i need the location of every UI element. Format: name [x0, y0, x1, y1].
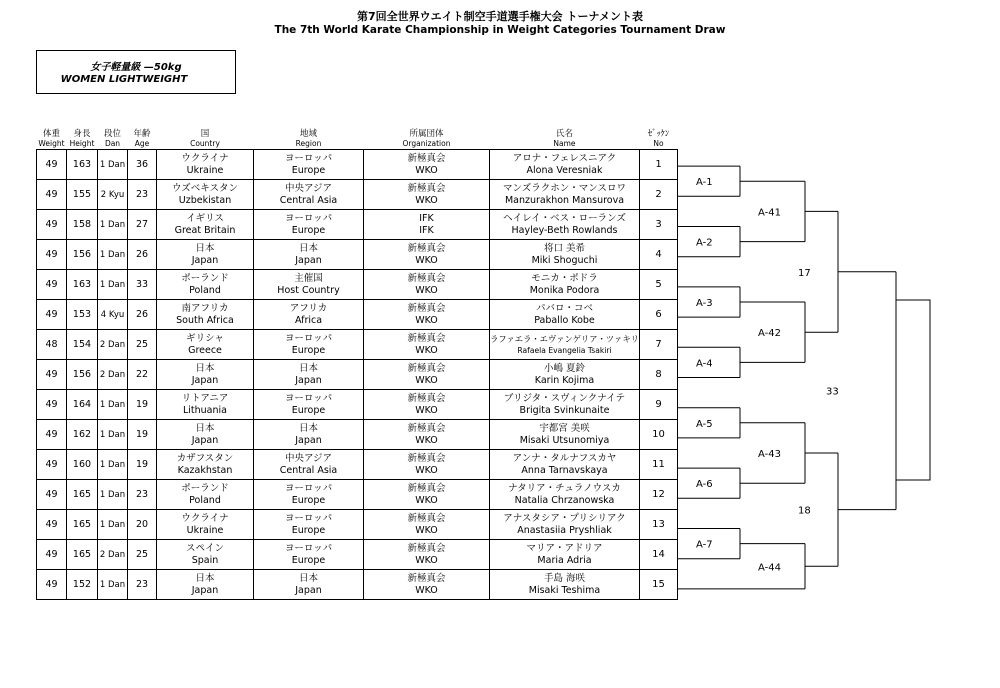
cell-weight: 49 — [37, 150, 67, 180]
cell-region: 中央アジア Central Asia — [254, 180, 364, 210]
cell-height: 155 — [67, 180, 98, 210]
cell-weight: 49 — [37, 180, 67, 210]
cell-age: 19 — [128, 420, 157, 450]
bracket-label-r3: 17 — [798, 267, 811, 279]
cell-region: ヨーロッパ Europe — [254, 150, 364, 180]
cell-age: 23 — [128, 570, 157, 600]
cell-no: 5 — [640, 270, 678, 300]
cell-name: 手島 海咲 Misaki Teshima — [490, 570, 640, 600]
cell-no: 14 — [640, 540, 678, 570]
cell-organization: 新極真会 WKO — [364, 390, 490, 420]
bracket-label-r1: A-2 — [696, 237, 713, 249]
cell-dan: 1 Dan — [98, 450, 128, 480]
cell-no: 13 — [640, 510, 678, 540]
bracket-label-r1: A-3 — [696, 298, 713, 309]
cell-organization: 新極真会 WKO — [364, 300, 490, 330]
cell-organization: 新極真会 WKO — [364, 360, 490, 390]
cell-no: 7 — [640, 330, 678, 360]
cell-organization: 新極真会 WKO — [364, 480, 490, 510]
cell-weight: 49 — [37, 240, 67, 270]
winner-box — [896, 300, 930, 480]
cell-age: 36 — [128, 150, 157, 180]
cell-height: 165 — [67, 480, 98, 510]
cell-age: 33 — [128, 270, 157, 300]
cell-country: ギリシャ Greece — [157, 330, 254, 360]
cell-region: 主催国 Host Country — [254, 270, 364, 300]
cell-name: ヘイレイ・ベス・ローランズ Hayley-Beth Rowlands — [490, 210, 640, 240]
cell-height: 163 — [67, 150, 98, 180]
cell-no: 2 — [640, 180, 678, 210]
cell-height: 163 — [67, 270, 98, 300]
cell-age: 25 — [128, 330, 157, 360]
cell-country: 南アフリカ South Africa — [157, 300, 254, 330]
cell-age: 19 — [128, 390, 157, 420]
cell-organization: 新極真会 WKO — [364, 540, 490, 570]
cell-height: 165 — [67, 510, 98, 540]
cell-country: ウクライナ Ukraine — [157, 510, 254, 540]
cell-organization: 新極真会 WKO — [364, 510, 490, 540]
cell-age: 26 — [128, 300, 157, 330]
cell-weight: 49 — [37, 510, 67, 540]
bracket-label-r1: A-7 — [696, 539, 713, 551]
cell-age: 27 — [128, 210, 157, 240]
cell-region: ヨーロッパ Europe — [254, 390, 364, 420]
cell-region: 日本 Japan — [254, 420, 364, 450]
cell-name: 宇都宮 美咲 Misaki Utsunomiya — [490, 420, 640, 450]
cell-height: 156 — [67, 240, 98, 270]
bracket-label-r2: A-44 — [758, 562, 781, 574]
header-dan: 段位 Dan — [103, 129, 121, 148]
bracket-label-r1: A-4 — [696, 358, 713, 370]
cell-weight: 49 — [37, 450, 67, 480]
cell-region: アフリカ Africa — [254, 300, 364, 330]
cell-organization: 新極真会 WKO — [364, 270, 490, 300]
cell-no: 1 — [640, 150, 678, 180]
cell-organization: 新極真会 WKO — [364, 570, 490, 600]
cell-name: マリア・アドリア Maria Adria — [490, 540, 640, 570]
cell-weight: 49 — [37, 390, 67, 420]
header-no: ｾﾞｯｹﾝ No — [647, 129, 670, 148]
cell-no: 6 — [640, 300, 678, 330]
cell-organization: 新極真会 WKO — [364, 420, 490, 450]
header-height: 身長 Height — [69, 129, 95, 148]
cell-country: 日本 Japan — [157, 240, 254, 270]
cell-region: ヨーロッパ Europe — [254, 330, 364, 360]
cell-name: アナスタシア・プリシリアク Anastasiia Pryshliak — [490, 510, 640, 540]
header-weight: 体重 Weight — [38, 129, 65, 148]
cell-name: ブリジタ・スヴィンクナイテ Brigita Svinkunaite — [490, 390, 640, 420]
cell-no: 10 — [640, 420, 678, 450]
bracket-label-final: 33 — [826, 386, 839, 398]
cell-dan: 2 Dan — [98, 360, 128, 390]
bracket-label-r2: A-43 — [758, 449, 781, 460]
cell-age: 23 — [128, 180, 157, 210]
bracket-label-r2: A-41 — [758, 207, 781, 219]
cell-dan: 2 Kyu — [98, 180, 128, 210]
cell-age: 23 — [128, 480, 157, 510]
cell-country: イギリス Great Britain — [157, 210, 254, 240]
cell-weight: 49 — [37, 210, 67, 240]
cell-name: ナタリア・チュラノウスカ Natalia Chrzanowska — [490, 480, 640, 510]
cell-no: 12 — [640, 480, 678, 510]
cell-height: 152 — [67, 570, 98, 600]
cell-dan: 1 Dan — [98, 570, 128, 600]
cell-name: パバロ・コベ Paballo Kobe — [490, 300, 640, 330]
cell-height: 160 — [67, 450, 98, 480]
cell-organization: 新極真会 WKO — [364, 150, 490, 180]
cell-height: 156 — [67, 360, 98, 390]
category-jp: 女子軽量級 —50kg — [90, 62, 182, 73]
cell-country: スペイン Spain — [157, 540, 254, 570]
cell-organization: IFK IFK — [364, 210, 490, 240]
cell-region: 日本 Japan — [254, 360, 364, 390]
cell-dan: 4 Kyu — [98, 300, 128, 330]
cell-no: 8 — [640, 360, 678, 390]
page-title-jp: 第7回全世界ウエイト制空手道選手権大会 トーナメント表 — [356, 10, 644, 23]
cell-name: マンズラクホン・マンスロワ Manzurakhon Mansurova — [490, 180, 640, 210]
cell-dan: 1 Dan — [98, 210, 128, 240]
cell-country: 日本 Japan — [157, 570, 254, 600]
cell-dan: 1 Dan — [98, 240, 128, 270]
header-name: 氏名 Name — [553, 129, 576, 148]
cell-region: 日本 Japan — [254, 570, 364, 600]
cell-name: モニカ・ポドラ Monika Podora — [490, 270, 640, 300]
cell-height: 165 — [67, 540, 98, 570]
bracket-label-r1: A-6 — [696, 479, 713, 491]
cell-organization: 新極真会 WKO — [364, 450, 490, 480]
cell-region: ヨーロッパ Europe — [254, 510, 364, 540]
cell-region: 日本 Japan — [254, 240, 364, 270]
cell-region: 中央アジア Central Asia — [254, 450, 364, 480]
cell-country: カザフスタン Kazakhstan — [157, 450, 254, 480]
cell-weight: 49 — [37, 480, 67, 510]
cell-dan: 1 Dan — [98, 270, 128, 300]
header-organization: 所属団体 Organization — [402, 129, 451, 148]
bracket-label-r1: A-1 — [696, 177, 713, 189]
cell-organization: 新極真会 WKO — [364, 240, 490, 270]
cell-dan: 2 Dan — [98, 540, 128, 570]
cell-dan: 1 Dan — [98, 150, 128, 180]
cell-age: 26 — [128, 240, 157, 270]
cell-country: ポーランド Poland — [157, 480, 254, 510]
cell-name: アロナ・フェレスニアク Alona Veresniak — [490, 150, 640, 180]
cell-no: 9 — [640, 390, 678, 420]
cell-name: アンナ・タルナフスカヤ Anna Tarnavskaya — [490, 450, 640, 480]
cell-dan: 1 Dan — [98, 420, 128, 450]
cell-age: 20 — [128, 510, 157, 540]
cell-country: ポーランド Poland — [157, 270, 254, 300]
page-title-en: The 7th World Karate Championship in Weight Categories Tournament Draw — [274, 24, 726, 36]
cell-dan: 1 Dan — [98, 480, 128, 510]
cell-height: 162 — [67, 420, 98, 450]
cell-country: リトアニア Lithuania — [157, 390, 254, 420]
cell-country: 日本 Japan — [157, 420, 254, 450]
cell-dan: 2 Dan — [98, 330, 128, 360]
cell-weight: 49 — [37, 540, 67, 570]
header-country: 国 Country — [190, 129, 220, 148]
cell-country: 日本 Japan — [157, 360, 254, 390]
cell-weight: 49 — [37, 360, 67, 390]
cell-region: ヨーロッパ Europe — [254, 480, 364, 510]
cell-region: ヨーロッパ Europe — [254, 540, 364, 570]
cell-height: 153 — [67, 300, 98, 330]
cell-age: 22 — [128, 360, 157, 390]
cell-name: 小嶋 夏鈴 Karin Kojima — [490, 360, 640, 390]
cell-dan: 1 Dan — [98, 390, 128, 420]
cell-country: ウズベキスタン Uzbekistan — [157, 180, 254, 210]
bracket-label-r3: 18 — [798, 505, 811, 517]
cell-dan: 1 Dan — [98, 510, 128, 540]
cell-weight: 48 — [37, 330, 67, 360]
cell-organization: 新極真会 WKO — [364, 330, 490, 360]
cell-name: ラファエラ・エヴァンゲリア・ツァキリ Rafaela Evangelia Tsakiri — [490, 330, 640, 360]
header-region: 地域 Region — [295, 129, 322, 148]
bracket-label-r2: A-42 — [758, 328, 781, 340]
cell-no: 3 — [640, 210, 678, 240]
bracket-label-r1: A-5 — [696, 418, 713, 430]
cell-height: 154 — [67, 330, 98, 360]
cell-weight: 49 — [37, 420, 67, 450]
cell-country: ウクライナ Ukraine — [157, 150, 254, 180]
header-age: 年齢 Age — [133, 129, 151, 148]
cell-no: 15 — [640, 570, 678, 600]
category-en: WOMEN LIGHTWEIGHT — [60, 74, 188, 85]
cell-no: 4 — [640, 240, 678, 270]
cell-region: ヨーロッパ Europe — [254, 210, 364, 240]
cell-name: 将口 美希 Miki Shoguchi — [490, 240, 640, 270]
cell-age: 19 — [128, 450, 157, 480]
cell-age: 25 — [128, 540, 157, 570]
cell-no: 11 — [640, 450, 678, 480]
cell-height: 164 — [67, 390, 98, 420]
cell-organization: 新極真会 WKO — [364, 180, 490, 210]
cell-height: 158 — [67, 210, 98, 240]
cell-weight: 49 — [37, 270, 67, 300]
cell-weight: 49 — [37, 570, 67, 600]
cell-weight: 49 — [37, 300, 67, 330]
